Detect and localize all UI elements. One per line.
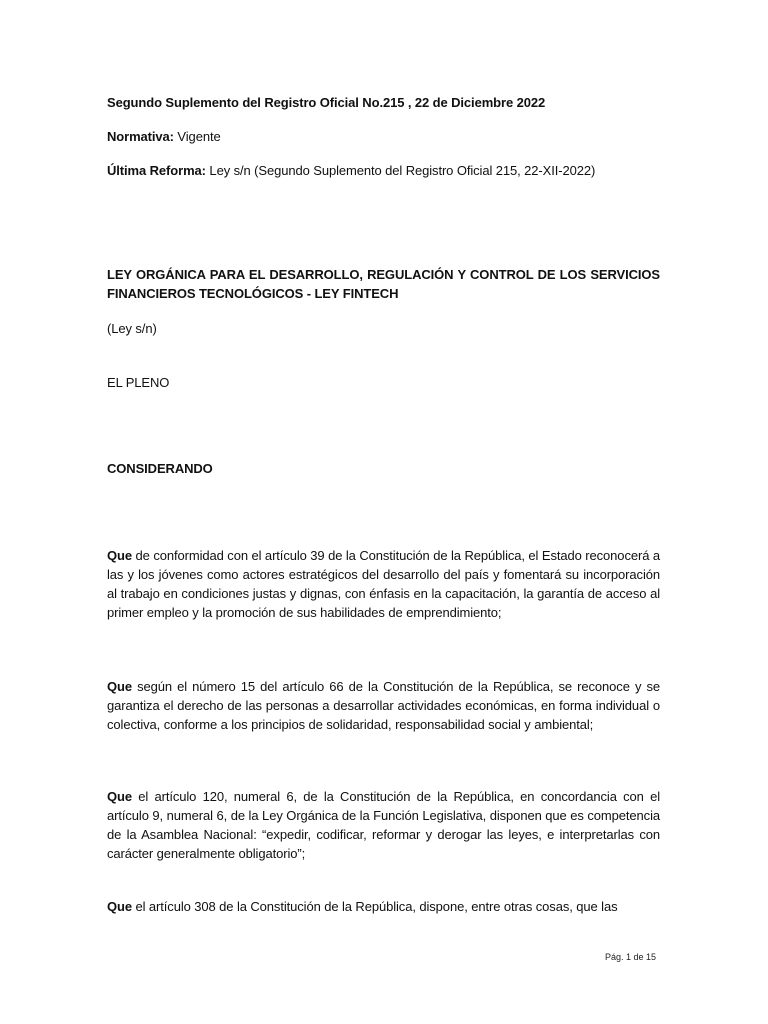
paragraph-1 <box>107 546 660 622</box>
normativa-line <box>107 127 660 146</box>
paragraph-lead: Que <box>107 789 132 804</box>
paragraph-text: de conformidad con el artículo 39 de la Constitución de la República, el Estado reconocerá a las y los jóvenes como actores estratégicos del desarrollo del país y fomentará su incorporación al trabajo en condiciones justas y dignas, con énfasis en la capacitación, la garantía de acceso al primer empleo y la promoción de sus habilidades de emprendimiento; <box>107 548 660 620</box>
ultima-reforma-line <box>107 161 660 180</box>
normativa-label: Normativa: <box>107 129 174 144</box>
paragraph-lead: Que <box>107 548 132 563</box>
paragraph-text: el artículo 308 de la Constitución de la República, dispone, entre otras cosas, que las <box>131 899 618 914</box>
paragraph-text: según el número 15 del artículo 66 de la Constitución de la República, se reconoce y se garantiza el derecho de las personas a desarrollar actividades económicas, en forma individual o colectiva, conforme a los principios de solidaridad, responsabilidad social y ambiental; <box>107 679 660 732</box>
considerando-heading: CONSIDERANDO <box>107 461 213 476</box>
issuer: EL PLENO <box>107 375 170 390</box>
paragraph-3 <box>107 787 660 863</box>
paragraph-lead: Que <box>107 899 132 914</box>
law-title: LEY ORGÁNICA PARA EL DESARROLLO, REGULACIÓN Y CONTROL DE LOS SERVICIOS FINANCIEROS TECNOLÓGICOS - LEY FINTECH <box>107 267 660 301</box>
paragraph-lead: Que <box>107 679 132 694</box>
normativa-value: Vigente <box>173 129 221 144</box>
reforma-value: Ley s/n (Segundo Suplemento del Registro Oficial 215, 22-XII-2022) <box>205 163 596 178</box>
page-number: Pág. 1 de 15 <box>604 952 656 962</box>
paragraph-2 <box>107 677 660 734</box>
paragraph-4 <box>107 897 660 916</box>
paragraph-text: el artículo 120, numeral 6, de la Constitución de la República, en concordancia con el artículo 9, numeral 6, de la Ley Orgánica de la Función Legislativa, disponen que es competencia de la Asamblea Nacional: “expedir, codificar, reformar y derogar las leyes, e interpretarlas con carácter generalmente obligatorio”; <box>107 789 660 861</box>
supplement-line: Segundo Suplemento del Registro Oficial No.215 , 22 de Diciembre 2022 <box>107 95 546 110</box>
reforma-label: Última Reforma: <box>107 163 206 178</box>
law-subtitle: (Ley s/n) <box>107 321 157 336</box>
